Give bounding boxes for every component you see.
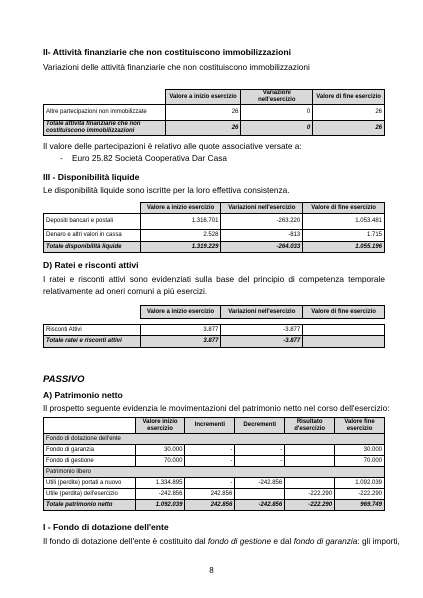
- section-intro: Variazioni delle attività finanziarie che non costituiscono immobilizzazioni: [43, 62, 310, 72]
- col-header: Variazioni nell'esercizio: [221, 306, 303, 319]
- table-total-row: [44, 500, 385, 511]
- table-header-row: [44, 306, 385, 319]
- cell-value: 1.055.196: [303, 242, 385, 253]
- cell-value: 969.749: [335, 500, 385, 511]
- cell-value: -264.033: [221, 242, 303, 253]
- row-label: Depositi bancari e postali: [44, 214, 141, 230]
- fondo-paragraph: [43, 536, 400, 548]
- group-label: Fondo di dotazione dell'ente: [44, 434, 385, 445]
- emphasis: fondo di gestione: [207, 536, 272, 546]
- col-header: Valore a inizio esercizio: [165, 90, 241, 105]
- cell-value: 0: [241, 121, 313, 136]
- cell-value: [285, 456, 335, 467]
- cell-value: [235, 489, 285, 500]
- row-label: Denaro e altri valori in cassa: [44, 230, 141, 242]
- section-heading-attivita-finanziarie: II- Attività finanziarie che non costituiscono immobilizzazioni: [43, 47, 291, 57]
- col-header: Valore a inizio esercizio: [140, 306, 221, 319]
- table-group-row: [44, 467, 385, 478]
- col-header: Risultato d'esercizio: [285, 418, 335, 434]
- cell-value: 1.053.481: [303, 214, 385, 230]
- cell-value: 1.092.039: [335, 478, 385, 489]
- cell-value: -: [235, 456, 285, 467]
- bullet-item: - Euro 25.82 Società Cooperativa Dar Casa: [60, 153, 227, 163]
- cell-value: 26: [165, 105, 241, 121]
- cell-value: -263.220: [221, 214, 303, 230]
- attivita-finanziarie-table: [43, 89, 385, 136]
- cell-value: 70.000: [135, 456, 185, 467]
- section-heading-ratei-risconti: D) Ratei e risconti attivi: [43, 260, 139, 270]
- row-label: Totale ratei e risconti attivi: [44, 336, 141, 348]
- col-header: Incrementi: [185, 418, 235, 434]
- cell-value: 0: [241, 105, 313, 121]
- col-header: Valore di fine esercizio: [303, 306, 385, 319]
- row-label: Totale disponibilità liquide: [44, 242, 141, 253]
- row-label: Totale attività finanziarie che non costituiscono immobilizzazioni: [44, 121, 166, 136]
- cell-value: -222.290: [285, 500, 335, 511]
- table-header-row: [44, 90, 385, 105]
- cell-value: -3.877: [221, 325, 303, 336]
- passivo-title: PASSIVO: [43, 374, 85, 385]
- col-header: Valore fine esercizio: [335, 418, 385, 434]
- emphasis: fondo di garanzia: [293, 536, 358, 546]
- row-label: Utile (perdita) dell'esercizio: [44, 489, 136, 500]
- section-heading-fondo-dotazione: I - Fondo di dotazione dell'ente: [43, 522, 169, 532]
- cell-value: [303, 336, 385, 348]
- col-header: Variazioni nell'esercizio: [241, 90, 313, 105]
- cell-value: 26: [165, 121, 241, 136]
- cell-value: -222.290: [335, 489, 385, 500]
- col-header: Valore inizio esercizio: [135, 418, 185, 434]
- table-row: [44, 325, 385, 336]
- cell-value: [285, 445, 335, 456]
- cell-value: [303, 325, 385, 336]
- cell-value: -242.856: [135, 489, 185, 500]
- col-header: Valore di fine esercizio: [313, 90, 385, 105]
- text-segment: e dal: [271, 536, 294, 546]
- disponibilita-liquide-table: [43, 202, 385, 253]
- cell-value: 1.092.039: [135, 500, 185, 511]
- cell-value: -813: [221, 230, 303, 242]
- cell-value: 70.000: [335, 456, 385, 467]
- cell-value: 1.715: [303, 230, 385, 242]
- row-label: Totale patrimonio netto: [44, 500, 136, 511]
- table-row: [44, 445, 385, 456]
- row-label: Risconti Attivi: [44, 325, 141, 336]
- cell-value: 26: [313, 121, 385, 136]
- cell-value: 3.877: [140, 336, 221, 348]
- bullet-text: Euro 25.82 Società Cooperativa Dar Casa: [72, 153, 227, 163]
- section-heading-patrimonio-netto: A) Patrimonio netto: [43, 390, 123, 400]
- col-header: Valore di fine esercizio: [303, 203, 385, 214]
- cell-value: 1.334.895: [135, 478, 185, 489]
- section-intro: Il prospetto seguente evidenzia le movimentazioni del patrimonio netto nel corso dell'esercizio:: [43, 403, 390, 413]
- cell-value: -242.856: [235, 478, 285, 489]
- section-heading-disponibilita-liquide: III - Disponibilità liquide: [43, 172, 140, 182]
- text-segment: : gli importi,: [357, 536, 400, 546]
- row-label: Fondo di garanzia: [44, 445, 136, 456]
- section-intro: Le disponibilità liquide sono iscritte per la loro effettiva consistenza.: [43, 185, 290, 195]
- section-intro: I ratei e risconti attivi sono evidenziati sulla base del principio di competenza temporale relativamente ad oneri comuni a più esercizi.: [43, 274, 385, 296]
- cell-value: -242.856: [235, 500, 285, 511]
- cell-value: -: [235, 445, 285, 456]
- table-row: [44, 456, 385, 467]
- group-label: Patrimonio libero: [44, 467, 385, 478]
- ratei-risconti-table: [43, 305, 385, 348]
- note-text: Il valore delle partecipazioni è relativo alle quote associative versate a:: [43, 141, 302, 151]
- col-header: Valore a inizio esercizio: [140, 203, 221, 214]
- row-label: Utili (perdite) portati a nuovo: [44, 478, 136, 489]
- cell-value: 3.877: [140, 325, 221, 336]
- cell-value: -: [185, 478, 235, 489]
- cell-value: 2.528: [140, 230, 221, 242]
- patrimonio-netto-table: [43, 417, 385, 511]
- cell-value: -: [185, 456, 235, 467]
- table-row: [44, 489, 385, 500]
- col-header: Decrementi: [235, 418, 285, 434]
- cell-value: 1.316.701: [140, 214, 221, 230]
- col-header: Variazioni nell'esercizio: [221, 203, 303, 214]
- table-row: [44, 478, 385, 489]
- table-row: [44, 214, 385, 230]
- cell-value: -3.877: [221, 336, 303, 348]
- table-header-row: [44, 203, 385, 214]
- table-group-row: [44, 434, 385, 445]
- text-segment: Il fondo di dotazione dell'ente è costituito dal: [43, 536, 208, 546]
- table-total-row: [44, 121, 385, 136]
- cell-value: -: [185, 445, 235, 456]
- table-total-row: [44, 242, 385, 253]
- cell-value: 26: [313, 105, 385, 121]
- row-label: Fondo di gestione: [44, 456, 136, 467]
- cell-value: 30.000: [335, 445, 385, 456]
- cell-value: [285, 478, 335, 489]
- table-header-row: [44, 418, 385, 434]
- cell-value: 242.856: [185, 489, 235, 500]
- cell-value: 30.000: [135, 445, 185, 456]
- row-label: Altre partecipazioni non immobilizzate: [44, 105, 166, 121]
- cell-value: 1.319.229: [140, 242, 221, 253]
- page-number: 8: [209, 566, 214, 575]
- table-total-row: [44, 336, 385, 348]
- table-row: [44, 230, 385, 242]
- table-row: [44, 105, 385, 121]
- cell-value: 242.856: [185, 500, 235, 511]
- cell-value: -222.290: [285, 489, 335, 500]
